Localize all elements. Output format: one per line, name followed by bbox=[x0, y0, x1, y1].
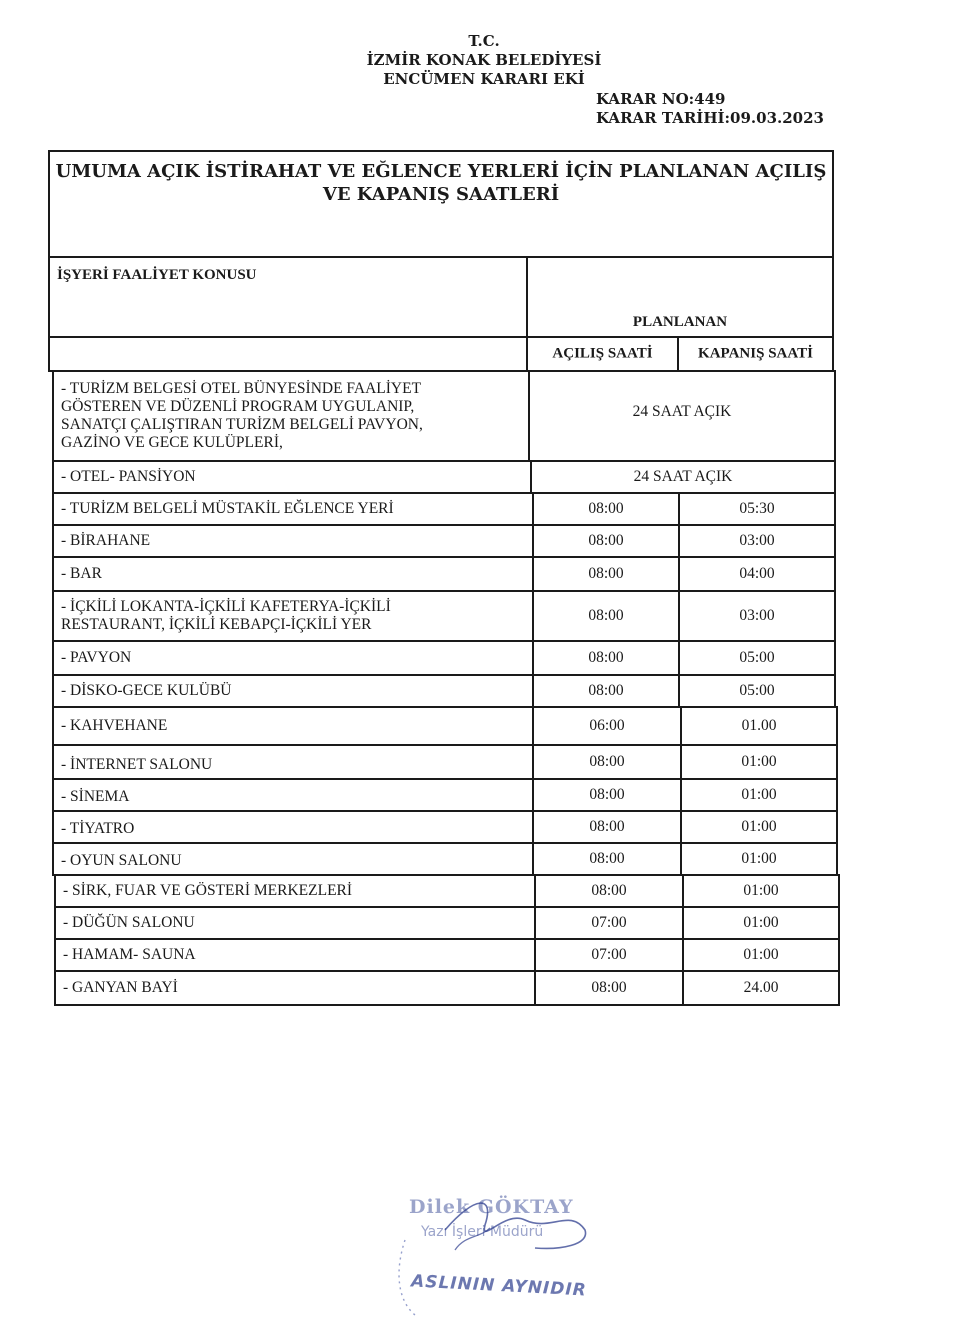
open-time: 08:00 bbox=[591, 882, 627, 899]
close-time: 01.00 bbox=[741, 717, 777, 734]
row-label bbox=[52, 460, 532, 494]
close-time: 03:00 bbox=[739, 607, 775, 624]
close-time: 01:00 bbox=[741, 850, 777, 867]
close-time-column-header: KAPANIŞ SAATİ bbox=[698, 345, 813, 362]
close-time: 03:00 bbox=[739, 532, 775, 549]
table-title-box bbox=[48, 150, 834, 258]
row-label bbox=[52, 370, 530, 462]
row-label bbox=[52, 744, 534, 780]
close-time: 01:00 bbox=[741, 818, 777, 835]
close-time-cell bbox=[678, 590, 836, 642]
row-label bbox=[52, 778, 534, 812]
open-time: 08:00 bbox=[588, 607, 624, 624]
row-label bbox=[52, 524, 534, 558]
close-time-cell bbox=[682, 938, 840, 972]
row-label bbox=[52, 590, 534, 642]
close-time-cell bbox=[680, 810, 838, 844]
row-merged-hours bbox=[530, 460, 836, 494]
activity-label: - PAVYON bbox=[61, 649, 132, 666]
row-label bbox=[52, 640, 534, 676]
hours-24-open: 24 SAAT AÇIK bbox=[632, 402, 732, 420]
open-time-cell bbox=[534, 906, 684, 940]
close-time-cell bbox=[680, 706, 838, 746]
row-label bbox=[52, 556, 534, 592]
close-time-cell bbox=[680, 744, 838, 780]
row-label bbox=[54, 970, 536, 1006]
header-tc: T.C. bbox=[468, 32, 500, 50]
open-time: 08:00 bbox=[591, 979, 627, 996]
activity-label: - İNTERNET SALONU bbox=[61, 755, 213, 773]
table-title bbox=[50, 160, 832, 206]
open-time-cell bbox=[532, 706, 682, 746]
open-time: 08:00 bbox=[588, 682, 624, 699]
row-label bbox=[52, 706, 534, 746]
row-label bbox=[52, 810, 534, 844]
row-merged-hours bbox=[528, 370, 836, 462]
close-time: 01:00 bbox=[743, 882, 779, 899]
activity-label: - BİRAHANE bbox=[61, 532, 151, 549]
activity-label: - TİYATRO bbox=[61, 820, 135, 838]
activity-label: - OTEL- PANSİYON bbox=[61, 468, 196, 485]
table-title-line1: UMUMA AÇIK İSTİRAHAT VE EĞLENCE YERLERİ İÇİN PLANLANAN AÇILIŞ bbox=[55, 161, 827, 182]
close-time: 01:00 bbox=[743, 914, 779, 931]
close-time: 01:00 bbox=[741, 786, 777, 803]
open-time: 08:00 bbox=[588, 565, 624, 582]
open-time-cell bbox=[532, 590, 680, 642]
decision-number: KARAR NO:449 bbox=[596, 90, 726, 108]
activity-label: - GANYAN BAYİ bbox=[63, 979, 178, 996]
open-time: 06:00 bbox=[589, 717, 625, 734]
row-label bbox=[52, 842, 534, 876]
open-time-column-header: AÇILIŞ SAATİ bbox=[552, 345, 653, 362]
open-time: 08:00 bbox=[588, 532, 624, 549]
open-time-cell bbox=[532, 556, 680, 592]
header-doc-type: ENCÜMEN KARARI EKİ bbox=[383, 70, 585, 88]
close-time-cell bbox=[678, 674, 836, 708]
close-time: 01:00 bbox=[741, 753, 777, 770]
close-time-cell bbox=[682, 906, 840, 940]
close-time-cell bbox=[678, 556, 836, 592]
activity-label: - DÜĞÜN SALONU bbox=[63, 914, 195, 931]
signature-icon bbox=[385, 1190, 615, 1330]
decision-date: KARAR TARİHİ:09.03.2023 bbox=[596, 109, 824, 127]
open-time-cell bbox=[534, 874, 684, 908]
open-time: 08:00 bbox=[589, 850, 625, 867]
open-time-cell bbox=[532, 744, 682, 780]
open-time: 07:00 bbox=[591, 914, 627, 931]
open-time: 08:00 bbox=[588, 649, 624, 666]
activity-label: - OYUN SALONU bbox=[61, 852, 182, 870]
close-time-cell bbox=[680, 778, 838, 812]
activity-header-cell bbox=[48, 256, 528, 338]
row-label bbox=[54, 906, 536, 940]
open-time-cell bbox=[532, 640, 680, 676]
close-time-cell bbox=[682, 874, 840, 908]
close-time-header-cell bbox=[677, 336, 834, 372]
row-label bbox=[54, 938, 536, 972]
open-time: 08:00 bbox=[588, 500, 624, 517]
close-time: 24.00 bbox=[743, 979, 779, 996]
open-time: 08:00 bbox=[589, 818, 625, 835]
close-time-cell bbox=[678, 492, 836, 526]
open-time-cell bbox=[532, 492, 680, 526]
open-time-cell bbox=[532, 810, 682, 844]
open-time-cell bbox=[534, 938, 684, 972]
activity-label: - İÇKİLİ LOKANTA-İÇKİLİ KAFETERYA-İÇKİLİ RESTAURANT, İÇKİLİ KEBAPÇI-İÇKİLİ YER bbox=[61, 598, 391, 633]
close-time-cell bbox=[680, 842, 838, 876]
hours-24-open: 24 SAAT AÇIK bbox=[633, 468, 733, 485]
stamp-name: Dilek GÖKTAY bbox=[409, 1196, 574, 1218]
empty-header-cell bbox=[48, 336, 528, 372]
planned-column-header: PLANLANAN bbox=[632, 314, 728, 330]
open-time: 08:00 bbox=[589, 786, 625, 803]
table-title-line2: VE KAPANIŞ SAATLERİ bbox=[322, 184, 560, 205]
open-time-cell bbox=[532, 778, 682, 812]
open-time: 07:00 bbox=[591, 946, 627, 963]
open-time-cell bbox=[532, 524, 680, 558]
open-time-cell bbox=[532, 674, 680, 708]
official-stamp bbox=[385, 1190, 615, 1330]
activity-label: - KAHVEHANE bbox=[61, 717, 168, 734]
stamp-role: Yazı İşleri Müdürü bbox=[421, 1224, 544, 1240]
header-municipality: İZMİR KONAK BELEDİYESİ bbox=[366, 51, 602, 69]
activity-label: - TURİZM BELGELİ MÜSTAKİL EĞLENCE YERİ bbox=[61, 500, 394, 517]
open-time-cell bbox=[534, 970, 684, 1006]
activity-label: - SİNEMA bbox=[61, 788, 130, 806]
activity-label: - BAR bbox=[61, 565, 102, 582]
close-time: 05:30 bbox=[739, 500, 775, 517]
planned-header-cell bbox=[526, 256, 834, 338]
row-label bbox=[52, 674, 534, 708]
row-label bbox=[54, 874, 536, 908]
close-time: 05:00 bbox=[739, 682, 775, 699]
close-time: 01:00 bbox=[743, 946, 779, 963]
activity-label: - TURİZM BELGESİ OTEL BÜNYESİNDE FAALİYET GÖSTEREN VE DÜZENLİ PROGRAM UYGULANIP, SANATÇI ÇALIŞTIRAN TURİZM BELGELİ PAVYON, GAZİNO VE GECE KULÜPLERİ, bbox=[61, 380, 423, 451]
close-time-cell bbox=[678, 640, 836, 676]
close-time-cell bbox=[682, 970, 840, 1006]
open-time-cell bbox=[532, 842, 682, 876]
activity-label: - HAMAM- SAUNA bbox=[63, 946, 196, 963]
row-label bbox=[52, 492, 534, 526]
close-time: 04:00 bbox=[739, 565, 775, 582]
open-time: 08:00 bbox=[589, 753, 625, 770]
activity-column-header: İŞYERİ FAALİYET KONUSU bbox=[57, 267, 257, 283]
certified-copy-stamp: ASLININ AYNIDIR bbox=[410, 1271, 588, 1301]
close-time-cell bbox=[678, 524, 836, 558]
close-time: 05:00 bbox=[739, 649, 775, 666]
open-time-header-cell bbox=[526, 336, 679, 372]
activity-label: - DİSKO-GECE KULÜBÜ bbox=[61, 682, 232, 699]
activity-label: - SİRK, FUAR VE GÖSTERİ MERKEZLERİ bbox=[63, 882, 353, 899]
